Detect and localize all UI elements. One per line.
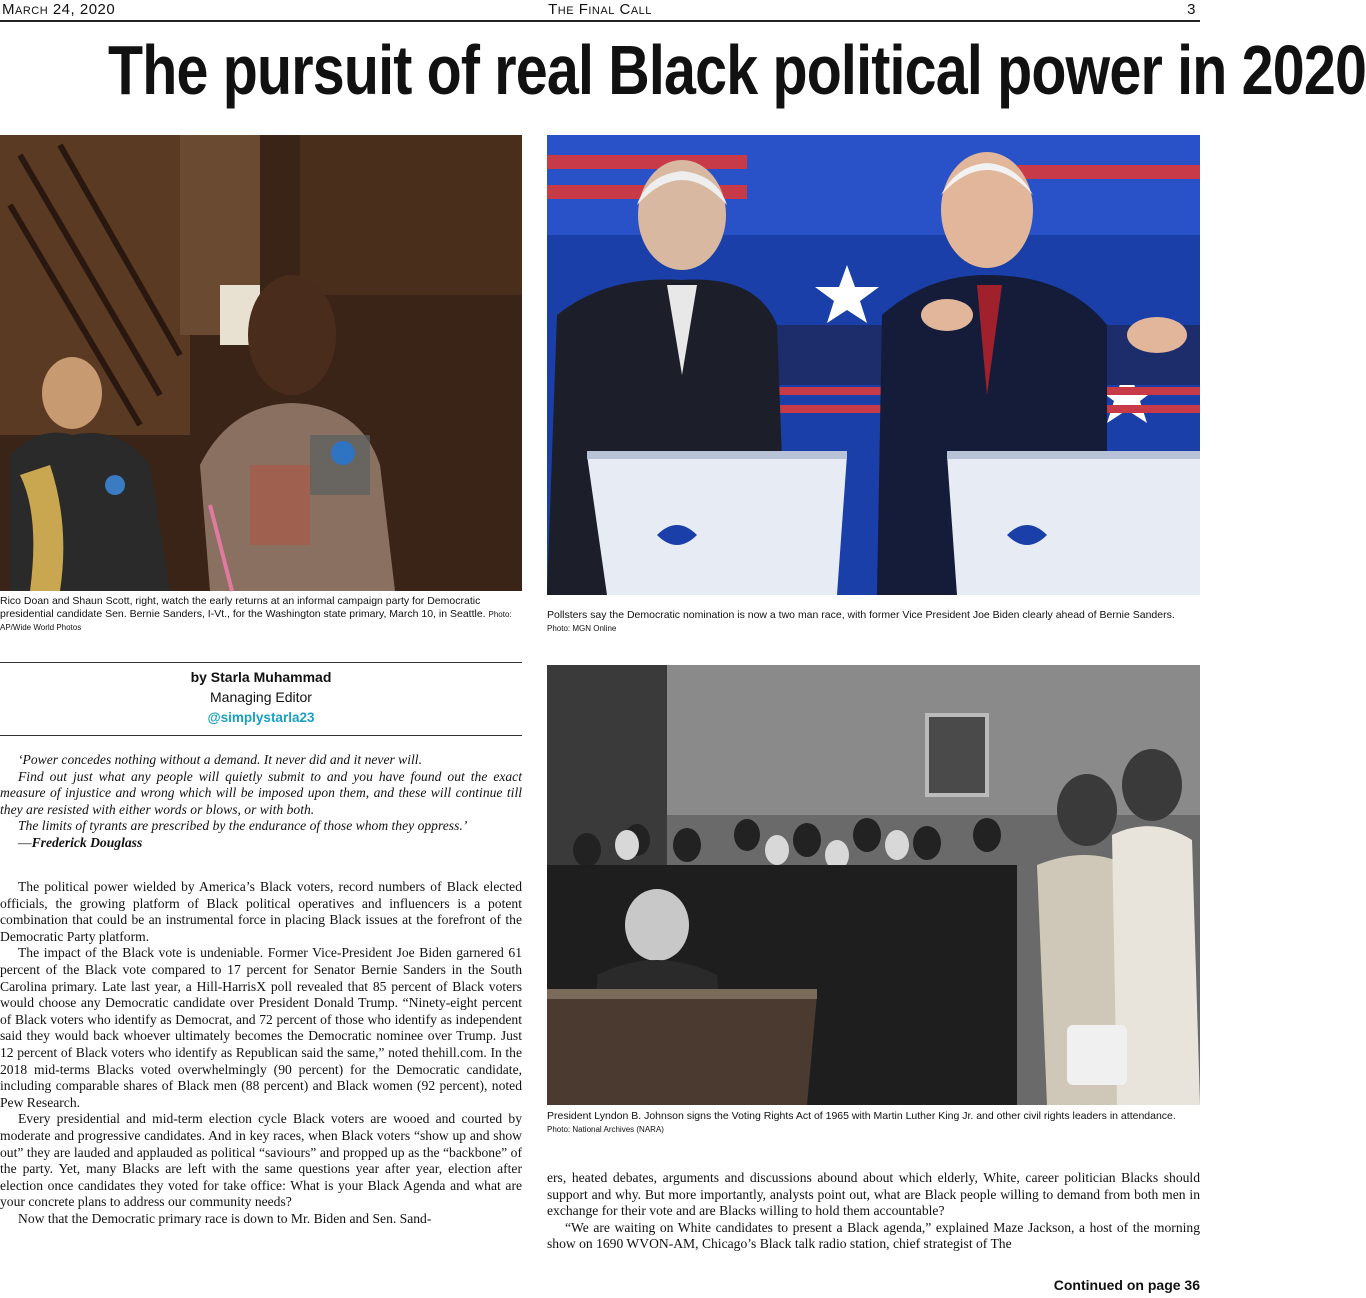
caption-text: Pollsters say the Democratic nomination is now a two man race, with former Vice President Joe Biden clearly ahead of Bernie Sanders. <box>547 609 1175 621</box>
byline-social-handle[interactable]: @simplystarla23 <box>207 710 315 725</box>
photo-credit: Photo: MGN Online <box>547 624 617 633</box>
article-paragraph: The impact of the Black vote is undeniable. Former Vice-President Joe Biden garnered 61 percent of the Black vote compared to 17 percent for Senator Bernie Sanders in the South Carolina primary. Late last year, a Hill-HarrisX poll revealed that 85 percent of Black voters would choose any Democratic candidate over President Donald Trump. “Ninety-eight percent of Black voters who identify as Democrat, and 72 percent of those who identify as independent said they would back whoever ultimately becomes the Democratic nominee over Trump. Just 12 percent of Black voters who identify as Republican said the same,” noted thehill.com. In the 2018 mid-terms Blacks voted overwhelmingly (90 percent) for the Democratic candidate, including comparable shares of Black men (88 percent) and Black women (92 percent), noted Pew Research. <box>0 945 522 1110</box>
article-paragraph: ers, heated debates, arguments and discussions abound about which elderly, White, career politician Blacks should support and why. But more importantly, analysts point out, what are Black people willing to demand from both men in exchange for their vote and are Blacks willing to hold them accountable? <box>547 1170 1200 1219</box>
issue-date: March 24, 2020 <box>2 1 116 18</box>
newspaper-name: The Final Call <box>548 1 652 18</box>
article-paragraph: “We are waiting on White candidates to present a Black agenda,” explained Maze Jackson, a host of the morning show on 1690 WVON-AM, Chicago’s Black talk radio station, chief strategist of The <box>547 1219 1200 1252</box>
article-column-2 <box>547 1170 1200 1253</box>
photo-credit: Photo: AP/Wide World Photos <box>0 610 512 632</box>
photo-campaign-party-caption <box>0 595 522 634</box>
photo-voting-rights-act <box>547 665 1200 1105</box>
caption-text: President Lyndon B. Johnson signs the Voting Rights Act of 1965 with Martin Luther King Jr. and other civil rights leaders in attendance. <box>547 1110 1176 1122</box>
epigraph <box>0 752 522 852</box>
byline-author: by Starla Muhammad <box>190 669 332 685</box>
article-column-1 <box>0 879 522 1227</box>
photo-campaign-party <box>0 135 522 591</box>
caption-text: Rico Doan and Shaun Scott, right, watch the early returns at an informal campaign party for Democratic presidential candidate Sen. Bernie Sanders, I-Vt., for the Washington state primary, March 10, in Seattle. <box>0 595 486 620</box>
continued-jump-link[interactable]: Continued on page 36 <box>1053 1277 1200 1293</box>
article-paragraph: Every presidential and mid-term election cycle Black voters are wooed and courted by moderate and progressive candidates. And in key races, when Black voters “show up and show out” they are lauded and applauded as political “saviours” and propped up as the “backbone” of the party. Yet, many Blacks are left with the same questions year after year, election after election once candidates they voted for take office: What is your Black Agenda and what are your concrete plans to address our community needs? <box>0 1111 522 1210</box>
headline: The pursuit of real Black political power in 2020 <box>108 31 1366 109</box>
byline-title: Managing Editor <box>210 689 312 705</box>
page-number: 3 <box>1187 1 1196 18</box>
epigraph-line: The limits of tyrants are prescribed by the endurance of those whom they oppress.’ <box>18 818 468 834</box>
photo-debate <box>547 135 1200 595</box>
photo-credit: Photo: National Archives (NARA) <box>547 1125 664 1134</box>
byline-rule <box>0 662 522 663</box>
photo-debate-caption <box>547 609 1200 635</box>
epigraph-attribution: —Frederick Douglass <box>18 834 143 850</box>
byline-rule-bottom <box>0 735 522 736</box>
article-paragraph: Now that the Democratic primary race is down to Mr. Biden and Sen. Sand- <box>18 1210 432 1226</box>
epigraph-line: ‘Power concedes nothing without a demand. It never did and it never will. <box>18 752 422 767</box>
photo-voting-rights-act-caption <box>547 1110 1200 1136</box>
epigraph-line: Find out just what any people will quietly submit to and you have found out the exact measure of injustice and wrong which will be imposed upon them, and these will continue till they are resisted with either words or blows, or with both. <box>0 768 522 817</box>
article-paragraph: The political power wielded by America’s Black voters, record numbers of Black elected officials, the growing platform of Black political operatives and influencers is a potent combination that could be an instrumental force in placing Black issues at the forefront of the Democratic Party platform. <box>0 879 522 944</box>
epigraph-author: Frederick Douglass <box>31 834 143 850</box>
